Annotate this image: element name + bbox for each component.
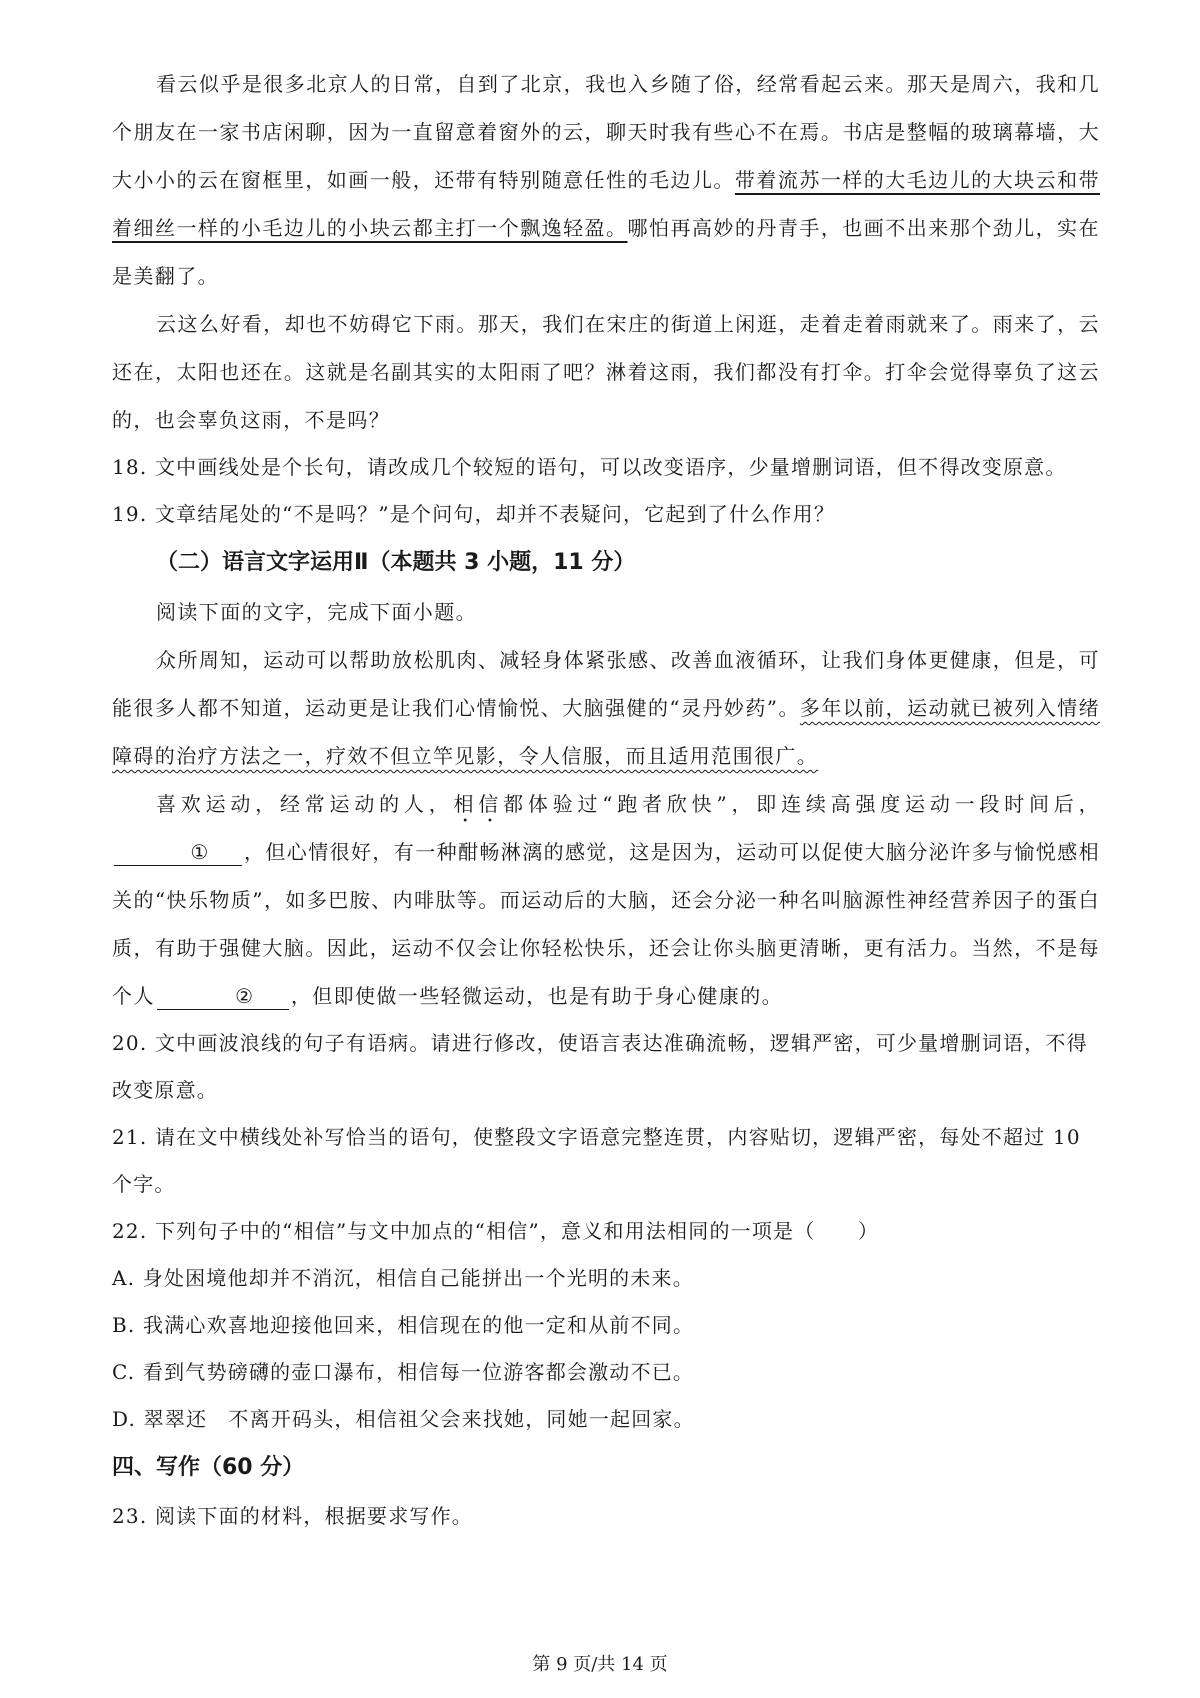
passage2-text-d2: ，但即使做一些轻微运动，也是有助于身心健康的。 (290, 984, 784, 1008)
passage2-paragraph1 (112, 636, 1100, 780)
dotted-word-xiangxin: 相信 (453, 792, 504, 816)
question-18: 18. 文中画线处是个长句，请改成几个较短的语句，可以改变语序，少量增删词语，但不得改变原意。 (112, 455, 1067, 479)
question-21: 21. 请在文中横线处补写恰当的语句，使整段文字语意完整连贯，内容贴切，逻辑严密，每处不超过 10 个字。 (112, 1125, 1081, 1196)
passage2-text-b2: 都体验过“跑者欣快”，即连续高强度运动一段时间后， (503, 792, 1100, 816)
passage1-text-b: 哪怕再高妙的丹青手，也画不出来那个劲儿，实在是美翻了。 (112, 216, 1100, 288)
question-23: 23. 阅读下面的材料，根据要求写作。 (112, 1504, 473, 1528)
passage1-text-a: 看云似乎是很多北京人的日常，自到了北京，我也入乡随了俗，经常看起云来。那天是周六，我和几个朋友在一家书店闲聊，因为一直留意着窗外的云，聊天时我有些心不在焉。书店是整幅的玻璃幕墙，大大小小的云在窗框里，如画一般，还带有特别随意任性的毛边儿。 (112, 72, 1100, 192)
option-b: B. 我满心欢喜地迎接他回来，相信现在的他一定和从前不同。 (112, 1313, 695, 1337)
passage2-text-a2: 喜欢运动，经常运动的人， (156, 792, 454, 816)
section4-heading: 四、写作（60 分） (112, 1455, 305, 1480)
option-c: C. 看到气势磅礴的壶口瀑布，相信每一位游客都会激动不已。 (112, 1360, 695, 1384)
option-a: A. 身处困境他却并不消沉，相信自己能拼出一个光明的未来。 (112, 1266, 694, 1290)
blank-2: ② (157, 983, 289, 1010)
wavy-underlined-sentence: 多年以前，运动就已被列入情绪障碍的治疗方法之一，疗效不但立竿见影，令人信服，而且适用范围很广。 (112, 696, 1100, 768)
underlined-long-sentence: 带着流苏一样的大毛边儿的大块云和带着细丝一样的小毛边儿的小块云都主打一个飘逸轻盈。 (112, 168, 1100, 240)
page-footer: 第 9 页/共 14 页 (532, 1654, 668, 1675)
question-22: 22. 下列句子中的“相信”与文中加点的“相信”，意义和用法相同的一项是（ ） (112, 1219, 880, 1243)
passage2-paragraph2 (112, 780, 1100, 1020)
question-20: 20. 文中画波浪线的句子有语病。请进行修改，使语言表达准确流畅，逻辑严密，可少量增删词语，不得改变原意。 (112, 1031, 1088, 1102)
exam-page-content (112, 60, 1100, 1540)
passage2-text-c2: ，但心情很好，有一种酣畅淋漓的感觉，这是因为，运动可以促使大脑分泌许多与愉悦感相关的“快乐物质”，如多巴胺、内啡肽等。而运动后的大脑，还会分泌一种名叫脑源性神经营养因子的蛋白质，有助于强健大脑。因此，运动不仅会让你轻松快乐，还会让你头脑更清晰，更有活力。当然，不是每个人 (112, 840, 1100, 1008)
blank-1: ① (114, 839, 242, 866)
question-19: 19. 文章结尾处的“不是吗？”是个问句，却并不表疑问，它起到了什么作用？ (112, 502, 836, 526)
passage2-text-a: 众所周知，运动可以帮助放松肌肉、减轻身体紧张感、改善血液循环，让我们身体更健康，但是，可能很多人都不知道，运动更是让我们心情愉悦、大脑强健的“灵丹妙药”。 (112, 648, 1100, 720)
option-d: D. 翠翠还 不离开码头，相信祖父会来找她，同她一起回家。 (112, 1407, 695, 1431)
section2-instruction: 阅读下面的文字，完成下面小题。 (156, 600, 477, 624)
passage1-paragraph2: 云这么好看，却也不妨碍它下雨。那天，我们在宋庄的街道上闲逛，走着走着雨就来了。雨来了，云还在，太阳也还在。这就是名副其实的太阳雨了吧？淋着这雨，我们都没有打伞。打伞会觉得辜负了这云的，也会辜负这雨，不是吗？ (112, 312, 1100, 432)
section2-heading: （二）语言文字运用Ⅱ（本题共 3 小题，11 分） (156, 550, 636, 575)
passage1-paragraph1 (112, 60, 1100, 300)
